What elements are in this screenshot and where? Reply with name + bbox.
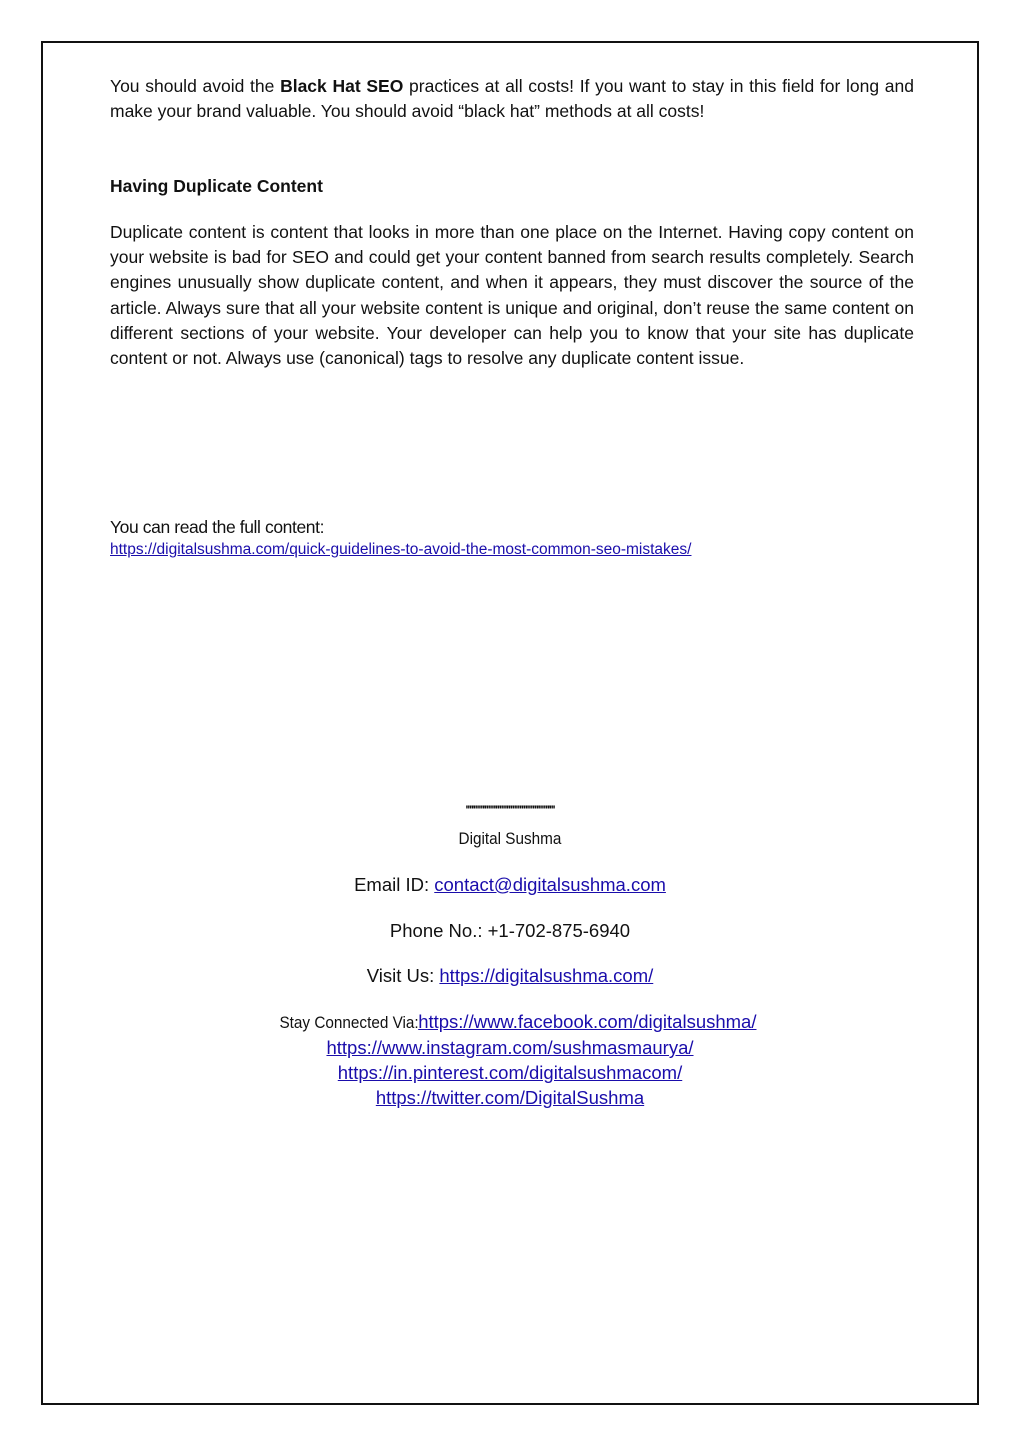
section-heading: Having Duplicate Content (110, 176, 323, 196)
twitter-link[interactable]: https://twitter.com/DigitalSushma (375, 1087, 645, 1108)
read-more-row (110, 540, 914, 560)
black-hat-seo-term: Black Hat SEO (280, 76, 404, 96)
pinterest-link[interactable]: https://in.pinterest.com/digitalsushmacom/ (337, 1062, 683, 1083)
twitter-row (41, 1085, 979, 1110)
footer-divider: '''''''''''''''''''''''''''''''''''''''''''''''' (465, 803, 555, 817)
email-link[interactable]: contact@digitalsushma.com (434, 874, 666, 895)
read-more-label: You can read the full content: (110, 517, 325, 537)
intro-paragraph (110, 74, 914, 124)
email-label: Email ID: (354, 874, 435, 895)
social-row (41, 1009, 979, 1035)
intro-text-start: You should avoid the (110, 76, 281, 96)
pinterest-row (41, 1060, 979, 1085)
instagram-link[interactable]: https://www.instagram.com/sushmasmaurya/ (326, 1037, 694, 1058)
intro-text-end: practices at all costs! If you want to stay in this field for long and make your brand valuable. You should avoid “black hat” methods at all costs! (110, 76, 914, 122)
instagram-row (41, 1035, 979, 1060)
visit-row (41, 963, 979, 989)
website-link[interactable]: https://digitalsushma.com/ (439, 965, 654, 986)
organization-name: Digital Sushma (458, 829, 562, 848)
read-more-link[interactable]: https://digitalsushma.com/quick-guidelines-to-avoid-the-most-common-seo-mistakes/ (110, 541, 692, 558)
facebook-link[interactable]: https://www.facebook.com/digitalsushma/ (418, 1011, 757, 1032)
visit-label: Visit Us: (366, 965, 440, 986)
phone-number: Phone No.: +1-702-875-6940 (389, 920, 631, 941)
social-label: Stay Connected Via: (278, 1013, 419, 1032)
email-row (41, 872, 979, 898)
duplicate-content-paragraph: Duplicate content is content that looks in more than one place on the Internet. Having copy content on your website is bad for SEO and could get your content banned from search results completely. Search engines unusually show duplicate content, and when it appears, they must discover the source of the article. Always sure that all your website content is unique and original, don’t reuse the same content on different sections of your website. Your developer can help you to know that your site has duplicate content or not. Always use (canonical) tags to resolve any duplicate content issue. (110, 222, 914, 369)
